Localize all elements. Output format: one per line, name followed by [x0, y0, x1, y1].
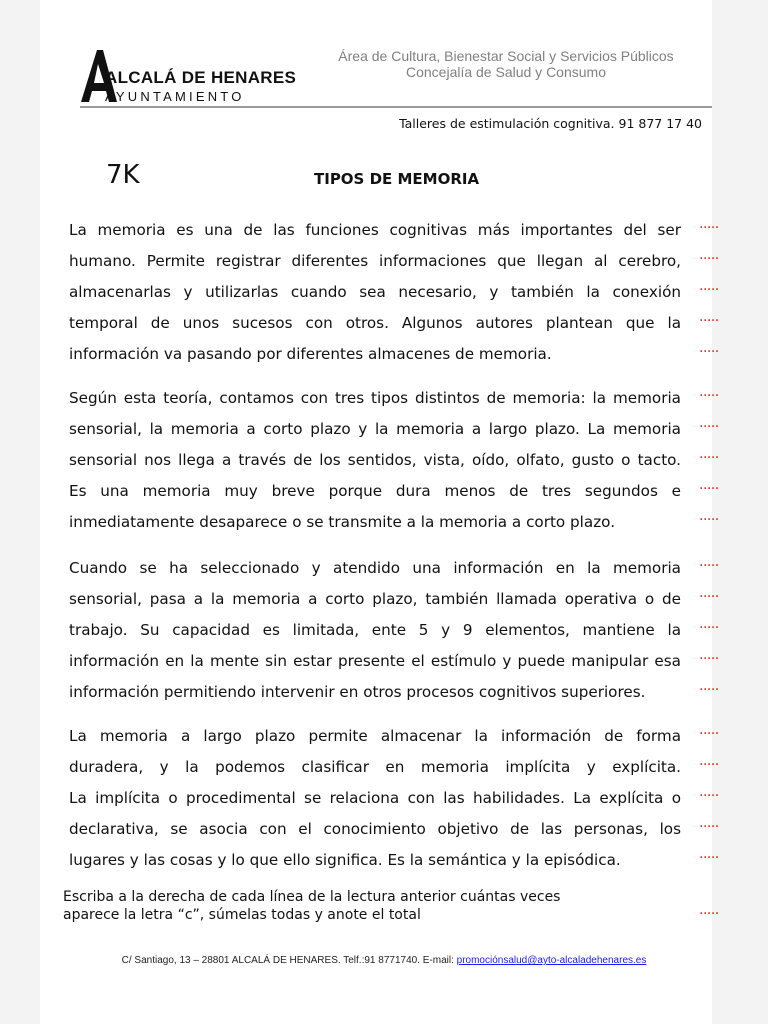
text-line: La memoria a largo plazo permite almacenar la información de forma [69, 727, 681, 745]
instructions-line-2: aparece la letra “c”, súmelas todas y anote el total [63, 907, 421, 923]
answer-dots: ..... [699, 446, 719, 462]
text-line: La memoria es una de las funciones cognitivas más importantes del ser [69, 221, 681, 239]
answer-dots: ..... [699, 384, 719, 400]
text-line: La implícita o procedimental se relaciona con las habilidades. La explícita o [69, 789, 681, 807]
text-line: sensorial, la memoria a corto plazo y la memoria a largo plazo. La memoria [69, 420, 681, 438]
footer-address [0, 955, 768, 966]
document-title: TIPOS DE MEMORIA [314, 170, 480, 188]
text-line: temporal de unos sucesos con otros. Algunos autores plantean que la [69, 314, 681, 332]
text-line: almacenarlas y utilizarlas cuando sea necesario, y también la conexión [69, 283, 681, 301]
instructions-line-1: Escriba a la derecha de cada línea de la lectura anterior cuántas veces [63, 889, 561, 905]
footer-email-link[interactable]: promociónsalud@ayto-alcaladehenares.es [456, 955, 647, 966]
answer-dots: ..... [699, 647, 719, 663]
paragraph-2 [69, 383, 681, 538]
text-line: Es una memoria muy breve porque dura menos de tres segundos e [69, 482, 681, 500]
header-divider [80, 106, 712, 108]
answer-dots: ..... [699, 340, 719, 356]
instructions [63, 888, 560, 924]
text-line: Según esta teoría, contamos con tres tipos distintos de memoria: la memoria [69, 389, 681, 407]
answer-dots: ..... [699, 415, 719, 431]
city-logo [77, 48, 297, 106]
text-line: lugares y las cosas y lo que ello significa. Es la semántica y la episódica. [69, 851, 621, 869]
text-line: información va pasando por diferentes almacenes de memoria. [69, 345, 552, 363]
workshop-contact: Talleres de estimulación cognitiva. 91 877 17 40 [399, 116, 702, 131]
text-line: humano. Permite registrar diferentes informaciones que llegan al cerebro, [69, 252, 681, 270]
area-line-1: Área de Cultura, Bienestar Social y Servicios Públicos [338, 48, 674, 64]
answer-dots: ..... [699, 722, 719, 738]
answer-dots: ..... [699, 678, 719, 694]
text-line: sensorial, pasa a la memoria a corto plazo, también llamada operativa o de [69, 590, 681, 608]
answer-dots: ..... [699, 216, 719, 232]
answer-dots: ..... [699, 815, 719, 831]
answer-dots: ..... [699, 554, 719, 570]
logo-subtitle: AYUNTAMIENTO [105, 89, 245, 104]
answer-dots: ..... [699, 278, 719, 294]
answer-dots: ..... [699, 902, 719, 918]
text-line: información en la mente sin estar presente el estímulo y puede manipular esa [69, 652, 681, 670]
answer-dots: ..... [699, 247, 719, 263]
text-line: Cuando se ha seleccionado y atendido una información en la memoria [69, 559, 681, 577]
document-code: 7K [106, 160, 140, 190]
paragraph-1 [69, 215, 681, 370]
answer-dots: ..... [699, 616, 719, 632]
answer-dots: ..... [699, 477, 719, 493]
answer-dots: ..... [699, 846, 719, 862]
text-line: declarativa, se asocia con el conocimiento objetivo de las personas, los [69, 820, 681, 838]
area-line-2: Concejalía de Salud y Consumo [405, 64, 606, 80]
text-line: información permitiendo intervenir en otros procesos cognitivos superiores. [69, 683, 646, 701]
logo-title: ALCALÁ DE HENARES [105, 68, 297, 87]
paragraph-4 [69, 721, 681, 876]
answer-dots: ..... [699, 585, 719, 601]
footer-address-text: C/ Santiago, 13 – 28801 ALCALÁ DE HENARES. Telf.:91 8771740. E-mail: [121, 955, 457, 966]
text-line: inmediatamente desaparece o se transmite a la memoria a corto plazo. [69, 513, 616, 531]
paragraph-3 [69, 553, 681, 708]
answer-dots: ..... [699, 784, 719, 800]
text-line: trabajo. Su capacidad es limitada, ente 5 y 9 elementos, mantiene la [69, 621, 681, 639]
answer-dots: ..... [699, 508, 719, 524]
answer-dots: ..... [699, 753, 719, 769]
text-line: duradera, y la podemos clasificar en memoria implícita y explícita. [69, 758, 681, 776]
answer-dots: ..... [699, 309, 719, 325]
text-line: sensorial nos llega a través de los sentidos, vista, oído, olfato, gusto o tacto. [69, 451, 681, 469]
